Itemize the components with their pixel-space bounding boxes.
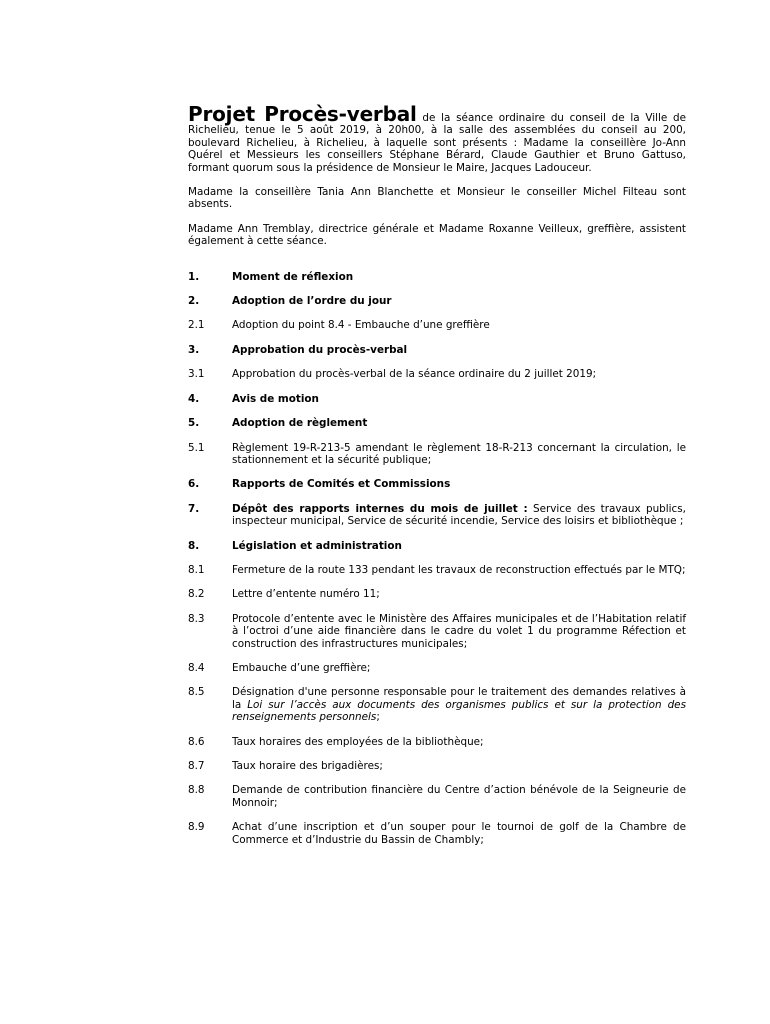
agenda-item-2 [188,295,686,307]
agenda-text [232,503,686,528]
attendance-paragraph: Madame Ann Tremblay, directrice générale et Madame Roxanne Veilleux, greffière, assistent également à cette séance. [188,222,686,248]
agenda-text-end: ; [376,711,380,724]
agenda-heading: Dépôt des rapports internes du mois de juillet : [232,502,528,515]
agenda-item-6 [188,478,686,490]
agenda-text: Fermeture de la route 133 pendant les travaux de reconstruction effectués par le MTQ; [232,563,686,576]
agenda-number: 6. [188,478,200,491]
intro-text: de la séance ordinaire du conseil de la Ville de Richelieu, tenue le 5 août 2019, à 20h00, à la salle des assemblées du conseil au 200, boulevard Richelieu, à Richelieu, à laquelle sont présents : Madame la conseillère Jo-Ann Quérel et Messieurs les conseillers Stéphane Bérard, Claude Gauthier et Bruno Gattuso, formant quorum sous la présidence de Monsieur le Maire, Jacques Ladouceur. [188,112,686,174]
absent-paragraph: Madame la conseillère Tania Ann Blanchette et Monsieur le conseiller Michel Filteau sont absents. [188,186,686,211]
document-title: Projet Procès-verbal [188,102,417,126]
agenda-number: 8.9 [188,821,205,834]
agenda-text: Règlement 19-R-213-5 amendant le règlement 18-R-213 concernant la circulation, le stationnement et la sécurité publique; [232,441,686,466]
agenda-list [188,271,686,846]
agenda-number: 8.3 [188,612,205,625]
intro-paragraph [188,104,686,174]
document-page [188,104,686,858]
agenda-number: 8.1 [188,563,205,576]
agenda-heading: Rapports de Comités et Commissions [232,478,451,491]
agenda-item-8-9 [188,821,686,846]
agenda-text [232,686,686,723]
agenda-text-start: Désignation d'une personne responsable pour le traitement des demandes relatives à la [232,686,686,711]
agenda-item-5 [188,417,686,429]
agenda-item-8-4 [188,662,686,674]
agenda-number: 2. [188,295,200,308]
agenda-number: 8.7 [188,760,205,772]
agenda-item-8-7 [188,760,686,772]
agenda-number: 8.6 [188,735,205,748]
agenda-number: 3.1 [188,368,205,381]
agenda-number: 7. [188,502,200,515]
agenda-item-8-3 [188,613,686,650]
agenda-text: Embauche d’une greffière; [232,661,371,674]
agenda-text: Taux horaire des brigadières; [232,760,383,772]
agenda-item-3-1 [188,368,686,380]
agenda-number: 8.2 [188,588,205,601]
agenda-heading: Approbation du procès-verbal [232,343,408,356]
agenda-item-2-1 [188,319,686,331]
agenda-item-4 [188,393,686,405]
agenda-text: Adoption du point 8.4 - Embauche d’une greffière [232,319,490,332]
agenda-number: 1. [188,270,200,283]
agenda-number: 5. [188,417,200,430]
agenda-heading: Avis de motion [232,392,319,405]
agenda-item-5-1 [188,442,686,467]
law-title: Loi sur l’accès aux documents des organismes publics et sur la protection des renseignements personnels [232,698,686,724]
agenda-heading: Législation et administration [232,539,402,552]
agenda-heading: Adoption de règlement [232,417,368,430]
agenda-text-rest: Service des travaux publics, inspecteur municipal, Service de sécurité incendie, Service des loisirs et bibliothèque ; [232,502,686,528]
agenda-number: 2.1 [188,319,205,332]
agenda-item-8 [188,540,686,552]
agenda-number: 8.8 [188,784,205,797]
agenda-heading: Moment de réflexion [232,270,354,283]
agenda-number: 8. [188,539,200,552]
agenda-item-7 [188,503,686,528]
agenda-item-8-1 [188,564,686,576]
agenda-item-8-5 [188,686,686,723]
agenda-item-8-6 [188,736,686,748]
agenda-text: Lettre d’entente numéro 11; [232,588,380,601]
agenda-number: 8.4 [188,661,205,674]
agenda-text: Achat d’une inscription et d’un souper pour le tournoi de golf de la Chambre de Commerce et d’Industrie du Bassin de Chambly; [232,821,686,846]
agenda-item-8-2 [188,588,686,600]
agenda-item-1 [188,271,686,283]
agenda-text: Demande de contribution financière du Centre d’action bénévole de la Seigneurie de Monnoir; [232,784,686,809]
agenda-item-3 [188,344,686,356]
agenda-item-8-8 [188,784,686,809]
agenda-heading: Adoption de l’ordre du jour [232,295,392,308]
agenda-text: Approbation du procès-verbal de la séance ordinaire du 2 juillet 2019; [232,368,597,381]
agenda-text: Taux horaires des employées de la bibliothèque; [232,735,484,748]
agenda-number: 3. [188,343,200,356]
agenda-number: 4. [188,392,200,405]
agenda-number: 5.1 [188,441,205,454]
agenda-number: 8.5 [188,686,205,699]
agenda-text: Protocole d’entente avec le Ministère des Affaires municipales et de l’Habitation relatif à l’octroi d’une aide financière dans le cadre du volet 1 du programme Réfection et construction des infrastructures municipales; [232,612,686,650]
